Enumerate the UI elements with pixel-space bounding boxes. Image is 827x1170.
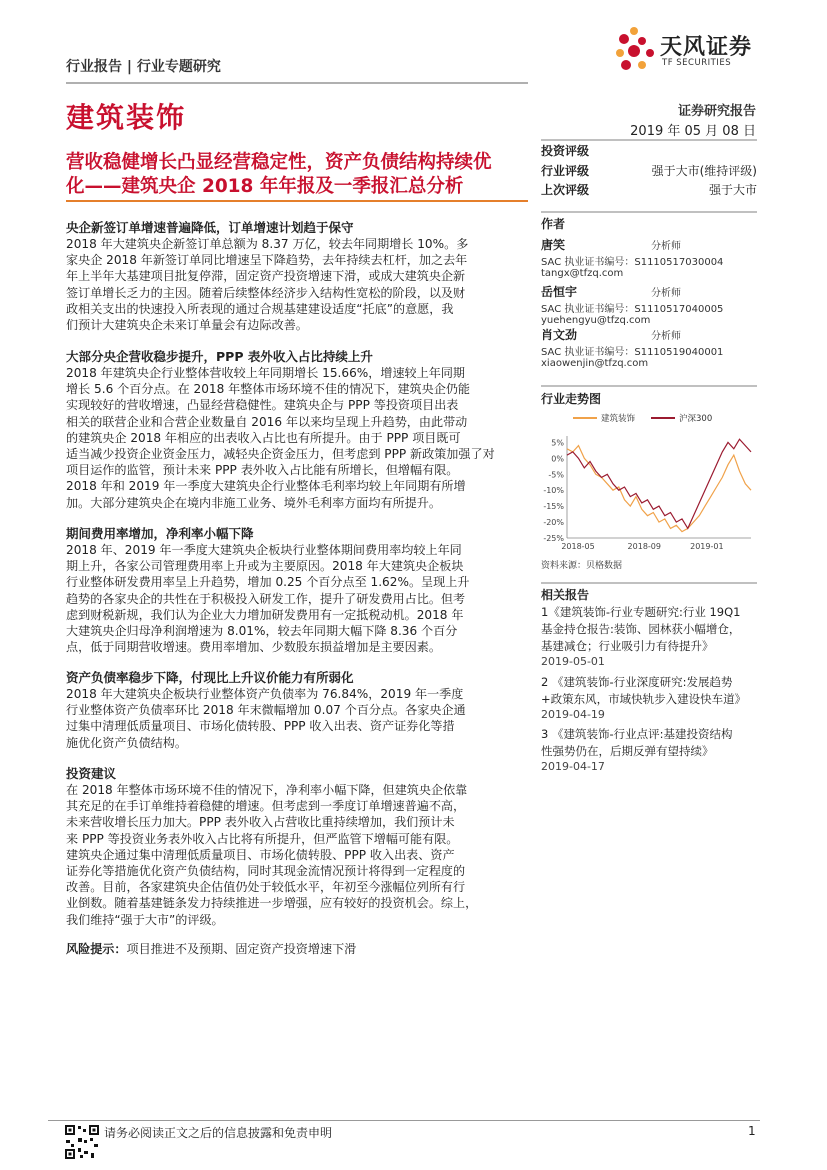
author-email[interactable]: tangx@tfzq.com <box>541 268 624 279</box>
section-5 <box>66 764 528 928</box>
body-line: 政相关支出的快速投入所表现的通过合规基建建设适度“托底”的意愿，我 <box>66 301 454 316</box>
body-line: 改善。目前，各家建筑央企估值仍处于较低水平，年初至今涨幅位列所有行 <box>66 880 466 895</box>
trend-title: 行业走势图 <box>541 392 602 406</box>
section-body <box>66 365 528 511</box>
body-line: 业倒数。随着基建链条发力持续推进一步增强，应有较好的投资机会。综上， <box>66 896 478 911</box>
industry-trend-chart <box>533 408 759 558</box>
report-category: 行业报告 | 行业专题研究 <box>66 59 221 75</box>
section-heading: 投资建议 <box>66 766 117 781</box>
legend-label: 沪深300 <box>679 414 713 424</box>
series-line-construction <box>567 446 751 532</box>
related-report-line: 基金持仓报告:装饰、园林获小幅增仓， <box>541 622 741 636</box>
body-line: 2018 年大建筑央企板块行业整体资产负债率为 76.84%，2019 年一季度 <box>66 687 464 701</box>
body-line: 在 2018 年整体市场环境不佳的情况下，净利率小幅下降，但建筑央企依靠 <box>66 783 468 797</box>
footer-divider <box>48 1120 760 1121</box>
body-line: 2018 年、2019 年一季度大建筑央企板块行业整体期间费用率均较上年同 <box>66 543 462 557</box>
x-tick-label: 2019-01 <box>690 542 724 551</box>
body-line: 2018 年建筑央企行业整体营收较上年同期增长 15.66%，增速较上年同期 <box>66 366 466 380</box>
page-number: 1 <box>748 1124 756 1138</box>
body-line: 过集中清理低质量项目、市场化债转股、PPP 收入出表、资产证券化等措 <box>66 719 455 734</box>
related-report[interactable] <box>541 674 757 721</box>
body-line: 行业整体研发费用率呈上升趋势，增加 0.25 个百分点至 1.62%。呈现上升 <box>66 575 470 590</box>
section-heading: 央企新签订单增速普遍降低，订单增速计划趋于保守 <box>66 220 354 235</box>
body-line: 趋势的各家央企的共性在于积极投入研发工作，提升了研发费用占比。但考 <box>66 591 466 606</box>
section-4 <box>66 668 528 751</box>
author-role: 分析师 <box>651 241 681 252</box>
y-tick-label: 0% <box>551 454 564 464</box>
body-line: 期上升，各家公司管理费用率上升或为主要原因。2018 年大建筑央企板块 <box>66 559 464 574</box>
sidebar-rule-trend <box>541 385 757 387</box>
related-report-line: 性强势仍在，后期反弹有望持续》 <box>541 744 714 758</box>
section-body <box>66 236 528 333</box>
risk-label: 风险提示： <box>66 942 127 956</box>
related-report[interactable] <box>541 726 757 773</box>
section-3 <box>66 524 528 655</box>
rating-title: 投资评级 <box>541 144 590 158</box>
section-heading: 大部分央企营收稳步提升，PPP 表外收入占比持续上升 <box>66 349 373 364</box>
report-type: 证券研究报告 <box>677 104 756 119</box>
body-line: 其充足的在手订单维持着稳健的增速。但考虑到一季度订单增速普遍不高， <box>66 799 466 814</box>
author-name: 唐笑 <box>541 238 566 252</box>
body-line: 来 PPP 等投资业务表外收入占比将有所提升，但严监管下增幅可能有限。 <box>66 831 459 846</box>
author-name: 岳恒宇 <box>541 285 578 299</box>
risk-warning <box>66 940 528 957</box>
section-heading: 资产负债率稳步下降，付现比上升议价能力有所弱化 <box>66 670 354 685</box>
series-line-csi300 <box>567 439 751 528</box>
body-line: 家央企 2018 年新签订单同比增速呈下降趋势，去年持续去杠杆，加之去年 <box>66 253 468 268</box>
body-line: 2018 年和 2019 年一季度大建筑央企行业整体毛利率均较上年同期有所增 <box>66 479 466 494</box>
logo-text-cn: 天风证券 <box>660 35 753 60</box>
body-line: 签订单增长乏力的主因。随着后续整体经济步入结构性宽松的阶段，以及财 <box>66 285 466 300</box>
section-2 <box>66 347 528 511</box>
body-line: 年上半年大基建项目批复停滞，固定资产投资增速下滑，或成大建筑央企新 <box>66 269 466 284</box>
prev-rating-value: 强于大市 <box>708 183 757 197</box>
x-tick-label: 2018-05 <box>561 542 595 551</box>
author-card <box>541 283 757 326</box>
report-date: 2019 年 05 月 08 日 <box>630 124 756 139</box>
author-license: SAC 执业证书编号：S1110517040005 <box>541 304 724 315</box>
sidebar-rule-authors <box>541 211 757 213</box>
section-body <box>66 782 528 928</box>
author-card <box>541 236 757 279</box>
body-line: 证券化等措施优化资产负债结构，同时其现金流情况预计将得到一定程度的 <box>66 864 466 879</box>
y-tick-label: -10% <box>543 486 564 496</box>
sidebar-rule-related <box>541 582 757 584</box>
y-tick-label: 5% <box>551 438 564 448</box>
related-report-line: 2 《建筑装饰-行业深度研究:发展趋势 <box>541 675 733 689</box>
prev-rating-label: 上次评级 <box>541 183 590 197</box>
chart-source: 资料来源：贝格数据 <box>541 561 623 571</box>
related-title: 相关报告 <box>541 588 590 602</box>
author-license: SAC 执业证书编号：S1110517030004 <box>541 257 724 268</box>
authors-title: 作者 <box>541 217 566 231</box>
section-1 <box>66 218 528 333</box>
body-line: 项目运作的监管，预计未来 PPP 表外收入占比能有所增长，但增幅有限。 <box>66 463 459 478</box>
related-report-date: 2019-04-17 <box>541 760 605 773</box>
industry-rating-label: 行业评级 <box>541 164 590 178</box>
section-heading: 期间费用率增加，净利率小幅下降 <box>66 526 254 541</box>
related-report-line: 1《建筑装饰-行业专题研究:行业 19Q1 <box>541 605 741 619</box>
qr-code-icon <box>64 1124 100 1160</box>
body-line: 的建筑央企 2018 年相应的出表收入占比也有所提升。由于 PPP 项目既可 <box>66 430 461 445</box>
body-line: 们预计大建筑央企未来订单量会有边际改善。 <box>66 318 308 333</box>
body-line: 相关的联营企业和合营企业数量自 2016 年以来均呈现上升趋势，由此带动 <box>66 414 468 429</box>
footer-disclaimer: 请务必阅读正文之后的信息披露和免责申明 <box>104 1126 333 1140</box>
sector-title: 建筑装饰 <box>66 101 187 134</box>
body-line: 建筑央企通过集中清理低质量项目、市场化债转股、PPP 收入出表、资产 <box>66 847 455 862</box>
x-tick-label: 2018-09 <box>627 542 661 551</box>
body-line: 2018 年大建筑央企新签订单总额为 8.37 万亿，较去年同期增长 10%。多 <box>66 237 469 251</box>
body-line: 我们维持“强于大市”的评级。 <box>66 912 224 927</box>
body-line: 实现较好的营收增速，凸显经营稳健性。建筑央企与 PPP 等投资项目出表 <box>66 398 459 413</box>
body-line: 行业整体资产负债率环比 2018 年末微幅增加 0.07 个百分点。各家央企通 <box>66 703 466 718</box>
related-report-date: 2019-04-19 <box>541 708 605 721</box>
author-email[interactable]: yuehengyu@tfzq.com <box>541 315 651 326</box>
logo-text-en: TF SECURITIES <box>662 58 732 68</box>
legend-label: 建筑装饰 <box>601 414 636 424</box>
body-line: 施优化资产负债结构。 <box>66 735 187 750</box>
y-tick-label: -15% <box>543 502 564 512</box>
body-line: 大建筑央企归母净利润增速为 8.01%，较去年同期大幅下降 8.36 个百分 <box>66 624 458 639</box>
author-email[interactable]: xiaowenjin@tfzq.com <box>541 358 649 369</box>
body-line: 未来营收增长压力加大。PPP 表外收入占营收比重持续增加，我们预计未 <box>66 815 455 830</box>
related-report-line: 基建减仓；行业吸引力有待提升》 <box>541 639 714 653</box>
section-body <box>66 686 528 751</box>
related-report-line: +政策东风，市域快轨步入建设快车道》 <box>541 692 747 706</box>
y-tick-label: -25% <box>543 534 564 543</box>
body-line: 增长 5.6 个百分点。在 2018 年整体市场环境不佳的情况下，建筑央企仍能 <box>66 382 471 397</box>
author-role: 分析师 <box>651 288 681 299</box>
sidebar-rule-top <box>541 139 757 141</box>
y-tick-label: -20% <box>543 518 564 528</box>
section-body <box>66 542 528 655</box>
main-title-line: 化——建筑央企 2018 年年报及一季报汇总分析 <box>66 176 464 197</box>
industry-rating-value: 强于大市(维持评级) <box>651 164 757 178</box>
body-line: 适当减少投资企业资金压力，减轻央企资金压力，但考虑到 PPP 新政策加强了对 <box>66 447 495 462</box>
title-divider <box>66 200 528 202</box>
related-report-date: 2019-05-01 <box>541 655 605 668</box>
body-line: 点，低于同期营收增速。费用率增加、少数股东损益增加是主要因素。 <box>66 640 441 655</box>
author-role: 分析师 <box>651 331 681 342</box>
related-report[interactable] <box>541 604 757 668</box>
author-card <box>541 326 757 369</box>
header-divider <box>66 82 528 84</box>
body-line: 加。大部分建筑央企在境内非施工业务、境外毛利率方面均有所提升。 <box>66 495 441 510</box>
main-title-line: 营收稳健增长凸显经营稳定性，资产负债结构持续优 <box>66 152 492 173</box>
logo-mark <box>616 27 654 70</box>
risk-text: 项目推进不及预期、固定资产投资增速下滑 <box>126 942 357 956</box>
y-tick-label: -5% <box>548 470 564 480</box>
related-report-line: 3 《建筑装饰-行业点评:基建投资结构 <box>541 727 733 741</box>
author-name: 肖文劲 <box>541 328 578 342</box>
body-line: 虑到财税新规，我们认为企业大力增加研发费用有一定抵税动机。2018 年 <box>66 607 464 622</box>
author-license: SAC 执业证书编号：S1110519040001 <box>541 347 724 358</box>
main-title <box>66 151 528 199</box>
